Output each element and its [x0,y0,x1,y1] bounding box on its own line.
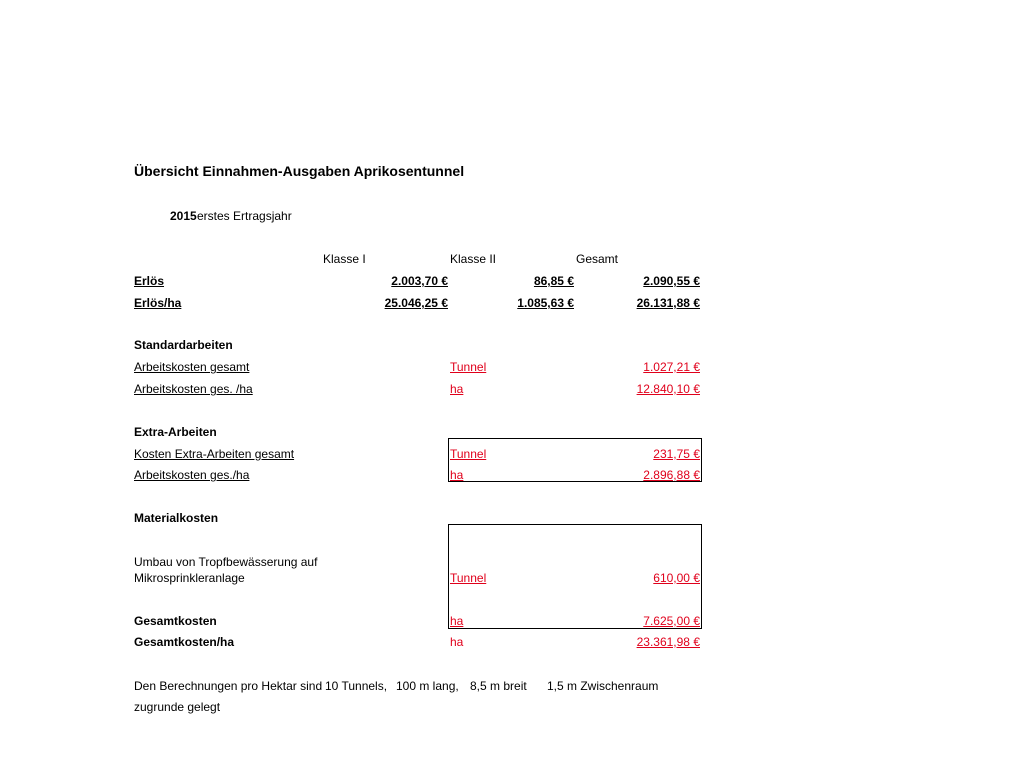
revenue-ha-gesamt: 26.131,88 € [636,296,700,310]
note-tunnels: 10 Tunnels, [325,679,388,693]
extra-row-2-label: Arbeitskosten ges./ha [134,468,250,482]
standard-heading: Standardarbeiten [134,338,233,352]
extra-row-2-unit: ha [450,468,464,482]
standard-row-1-value: 1.027,21 € [643,360,700,374]
material-heading: Materialkosten [134,511,219,525]
standard-row-2-value: 12.840,10 € [636,382,700,396]
revenue-ha-klasse-1: 25.046,25 € [384,296,448,310]
standard-row-1-unit: Tunnel [450,360,487,374]
extra-row-1-value: 231,75 € [653,447,700,461]
extra-row-2-value: 2.896,88 € [643,468,700,482]
page-title: Übersicht Einnahmen-Ausgaben Aprikosentunnel [134,163,465,179]
note-gap: 1,5 m Zwischenraum [547,679,659,693]
revenue-ha-label: Erlös/ha [134,296,182,310]
note-prefix: Den Berechnungen pro Hektar sind [134,679,323,693]
note-width: 8,5 m breit [470,679,527,693]
material-label-line-2: Mikrosprinkleranlage [134,571,245,585]
header-gesamt: Gesamt [576,252,619,266]
note-suffix: zugrunde gelegt [134,700,221,714]
total-unit: ha [450,614,464,628]
standard-row-1-label: Arbeitskosten gesamt [134,360,250,374]
revenue-ha-klasse-2: 1.085,63 € [517,296,574,310]
note-length: 100 m lang, [396,679,459,693]
header-klasse-1: Klasse I [323,252,366,266]
extra-row-1-unit: Tunnel [450,447,487,461]
revenue-klasse-1: 2.003,70 € [391,274,448,288]
revenue-label: Erlös [134,274,165,288]
material-unit: Tunnel [450,571,487,585]
year-value: 2015 [170,209,197,223]
total-value: 7.625,00 € [643,614,700,628]
total-label: Gesamtkosten [134,614,217,628]
extra-row-1-label: Kosten Extra-Arbeiten gesamt [134,447,295,461]
material-label-line-1: Umbau von Tropfbewässerung auf [134,555,318,569]
header-klasse-2: Klasse II [450,252,497,266]
material-value: 610,00 € [653,571,700,585]
standard-row-2-label: Arbeitskosten ges. /ha [134,382,253,396]
total-ha-label: Gesamtkosten/ha [134,635,235,649]
revenue-gesamt: 2.090,55 € [643,274,700,288]
total-ha-unit: ha [450,635,464,649]
standard-row-2-unit: ha [450,382,464,396]
revenue-klasse-2: 86,85 € [533,274,574,288]
year-label: erstes Ertragsjahr [197,209,292,223]
extra-heading: Extra-Arbeiten [134,425,217,439]
total-ha-value: 23.361,98 € [636,635,700,649]
